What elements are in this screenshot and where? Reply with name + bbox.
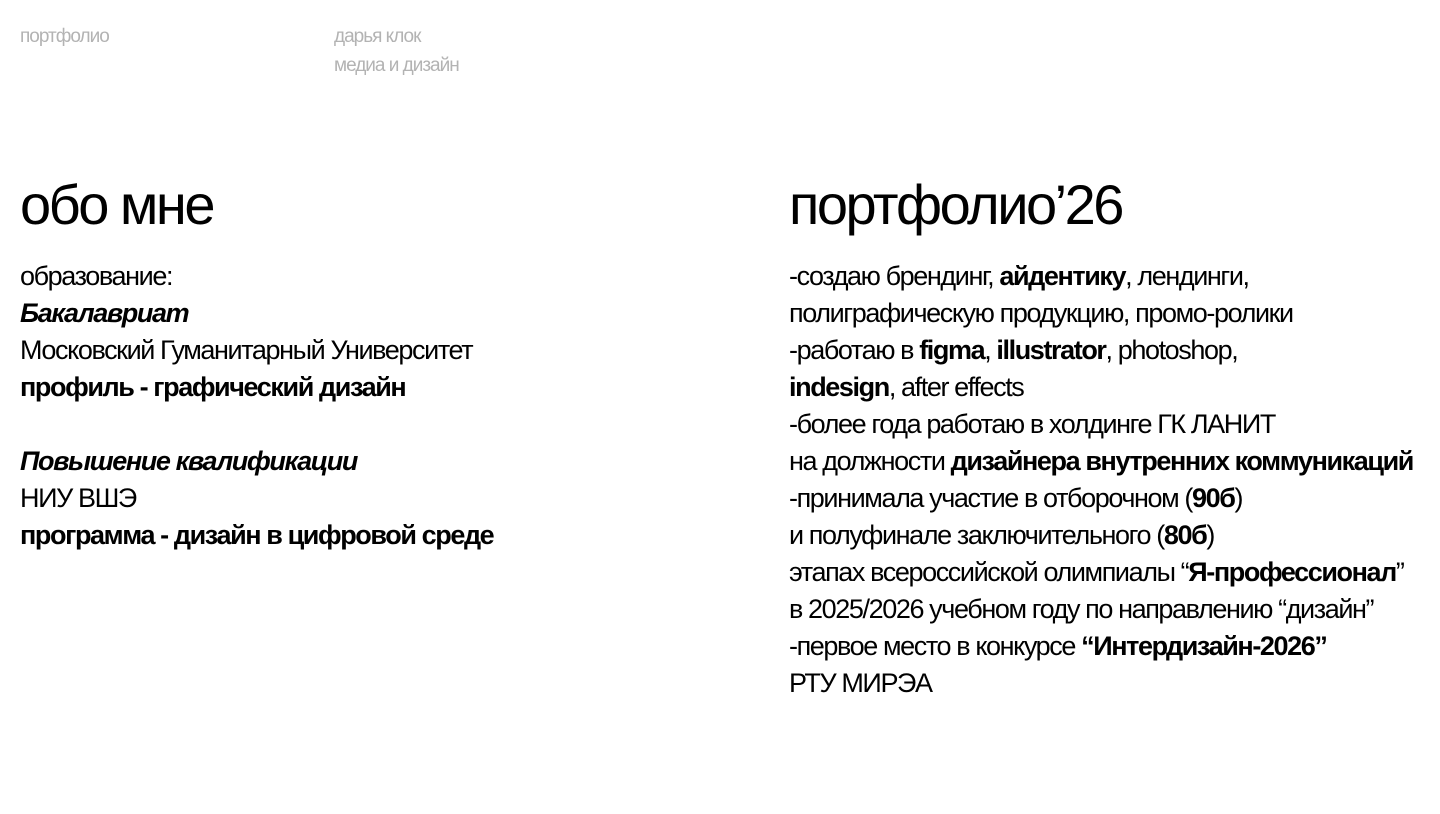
line-bold: “Интердизайн-2026” bbox=[1081, 631, 1327, 661]
line-bold: 80б bbox=[1163, 520, 1207, 550]
line-text: этапах всероссийской олимпиалы “ bbox=[789, 557, 1189, 587]
line-text: -первое место в конкурсе bbox=[789, 631, 1082, 661]
portfolio-line bbox=[789, 332, 1439, 369]
line-text: -создаю брендинг, bbox=[789, 261, 1000, 291]
qualification-institution: НИУ ВШЭ bbox=[20, 483, 136, 513]
portfolio-line bbox=[789, 295, 1439, 332]
portfolio-title: портфолио’26 bbox=[789, 173, 1122, 236]
line-text: , photoshop, bbox=[1105, 335, 1238, 365]
spacer bbox=[20, 406, 720, 443]
line-text: ” bbox=[1395, 557, 1404, 587]
bachelor-profile: профиль - графический дизайн bbox=[20, 372, 406, 402]
qualification-heading: Повышение квалификации bbox=[20, 446, 357, 476]
line-bold: 90б bbox=[1192, 483, 1235, 513]
portfolio-line bbox=[789, 554, 1439, 591]
line-text: ) bbox=[1206, 520, 1214, 550]
line-text: -работаю в bbox=[789, 335, 920, 365]
line-text: ) bbox=[1234, 483, 1243, 513]
about-title: обо мне bbox=[20, 173, 213, 236]
about-body bbox=[20, 258, 720, 554]
portfolio-line bbox=[789, 628, 1439, 665]
portfolio-line bbox=[789, 443, 1439, 480]
author-field: медиа и дизайн bbox=[334, 55, 459, 76]
portfolio-line bbox=[789, 406, 1439, 443]
line-bold: illustrator bbox=[996, 335, 1106, 365]
line-text: -более года работаю в холдинге ГК ЛАНИТ bbox=[789, 409, 1275, 439]
line-bold: figma bbox=[919, 335, 985, 365]
author-name: дарья клок bbox=[334, 26, 421, 47]
line-text: полиграфическую продукцию, промо-ролики bbox=[789, 298, 1293, 328]
line-text: и полуфинале заключительного ( bbox=[789, 520, 1164, 550]
portfolio-section bbox=[789, 170, 1439, 702]
education-label: образование: bbox=[20, 261, 173, 291]
line-bold: Я-профессионал bbox=[1188, 557, 1396, 587]
qualification-program: программа - дизайн в цифровой среде bbox=[20, 520, 494, 550]
portfolio-line bbox=[789, 591, 1439, 628]
line-text: , bbox=[984, 335, 997, 365]
line-text: в 2025/2026 учебном году по направлению “дизайн” bbox=[789, 594, 1374, 624]
portfolio-line bbox=[789, 258, 1439, 295]
portfolio-line bbox=[789, 665, 1439, 702]
portfolio-line bbox=[789, 480, 1439, 517]
line-text: , after effects bbox=[888, 372, 1024, 402]
portfolio-body bbox=[789, 258, 1439, 702]
line-text: , лендинги, bbox=[1125, 261, 1249, 291]
bachelor-heading: Бакалавриат bbox=[20, 298, 189, 328]
line-bold: indesign bbox=[789, 372, 889, 402]
portfolio-line bbox=[789, 369, 1439, 406]
about-section bbox=[20, 170, 720, 554]
line-text: РТУ МИРЭА bbox=[789, 668, 932, 698]
nav-portfolio-link[interactable]: портфолио bbox=[20, 26, 109, 47]
author-block bbox=[334, 22, 459, 80]
line-bold: дизайнера внутренних коммуникаций bbox=[950, 446, 1414, 476]
bachelor-university: Московский Гуманитарный Университет bbox=[20, 335, 473, 365]
line-bold: айдентику bbox=[999, 261, 1126, 291]
line-text: -принимала участие в отборочном ( bbox=[789, 483, 1193, 513]
line-text: на должности bbox=[789, 446, 951, 476]
portfolio-line bbox=[789, 517, 1439, 554]
